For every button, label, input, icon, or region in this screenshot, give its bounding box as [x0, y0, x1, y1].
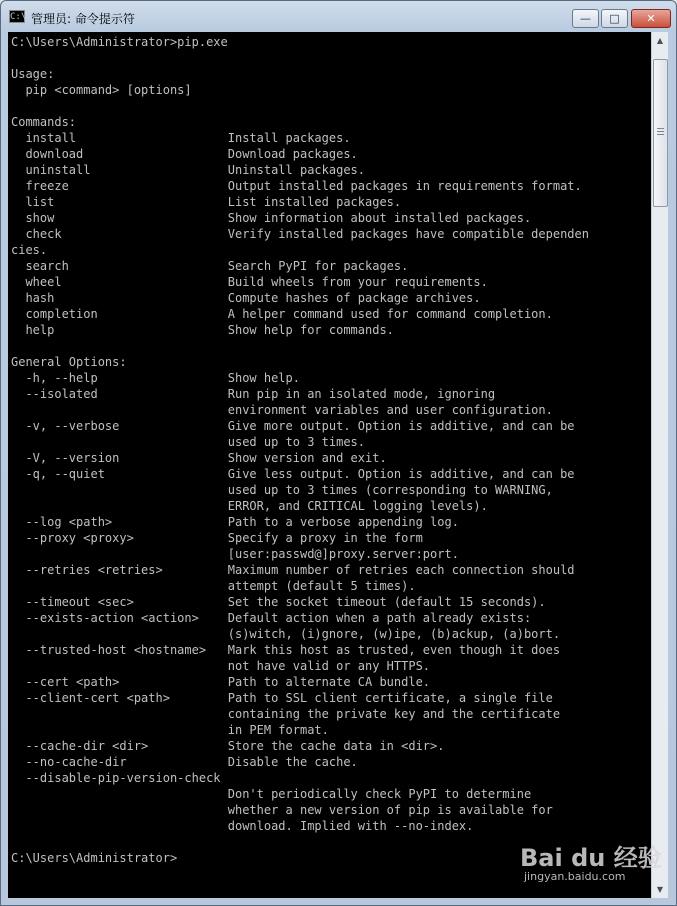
- console-line: pip <command> [options]: [11, 83, 192, 97]
- console-line: attempt (default 5 times).: [11, 579, 416, 593]
- console-line: used up to 3 times (corresponding to WARNING,: [11, 483, 553, 497]
- console-line: C:\Users\Administrator>pip.exe: [11, 35, 228, 49]
- console-line: --timeout <sec> Set the socket timeout (default 15 seconds).: [11, 595, 546, 609]
- close-button[interactable]: ✕: [631, 9, 671, 28]
- scroll-down-arrow-icon[interactable]: ▼: [656, 885, 664, 894]
- console-line: Commands:: [11, 115, 77, 129]
- console-line: --no-cache-dir Disable the cache.: [11, 755, 358, 769]
- watermark-url: jingyan.baidu.com: [524, 870, 626, 883]
- console-line: --trusted-host <hostname> Mark this host as trusted, even though it does: [11, 643, 561, 657]
- console-line: used up to 3 times.: [11, 435, 366, 449]
- console-line: install Install packages.: [11, 131, 351, 145]
- console-line: --disable-pip-version-check: [11, 771, 221, 785]
- minimize-button[interactable]: —: [572, 9, 599, 28]
- title-bar[interactable]: [1, 1, 676, 33]
- console-line: --exists-action <action> Default action when a path already exists:: [11, 611, 532, 625]
- console-line: Usage:: [11, 67, 55, 81]
- console-line: C:\Users\Administrator>: [11, 851, 178, 865]
- console-line: uninstall Uninstall packages.: [11, 163, 366, 177]
- console-line: show Show information about installed packages.: [11, 211, 532, 225]
- console-line: completion A helper command used for command completion.: [11, 307, 553, 321]
- maximize-button[interactable]: □: [601, 9, 628, 28]
- console-line: freeze Output installed packages in requirements format.: [11, 179, 582, 193]
- console-line: --proxy <proxy> Specify a proxy in the form: [11, 531, 423, 545]
- console-line: --client-cert <path> Path to SSL client certificate, a single file: [11, 691, 553, 705]
- console-line: Don't periodically check PyPI to determine: [11, 787, 532, 801]
- console-line: hash Compute hashes of package archives.: [11, 291, 481, 305]
- console-line: -h, --help Show help.: [11, 371, 300, 385]
- console-line: General Options:: [11, 355, 127, 369]
- console-line: --log <path> Path to a verbose appending log.: [11, 515, 459, 529]
- baidu-watermark: [520, 838, 662, 888]
- console-line: list List installed packages.: [11, 195, 402, 209]
- console-line: [user:passwd@]proxy.server:port.: [11, 547, 459, 561]
- console-line: --cert <path> Path to alternate CA bundle.: [11, 675, 431, 689]
- console-line: wheel Build wheels from your requirements.: [11, 275, 488, 289]
- console-line: containing the private key and the certificate: [11, 707, 561, 721]
- watermark-logo: Bai du 经验: [520, 844, 662, 872]
- console-line: -V, --version Show version and exit.: [11, 451, 387, 465]
- vertical-scrollbar[interactable]: [651, 32, 668, 898]
- console-line: download Download packages.: [11, 147, 358, 161]
- console-line: help Show help for commands.: [11, 323, 394, 337]
- cmd-app-icon[interactable]: C:\: [10, 12, 27, 22]
- console-line: download. Implied with --no-index.: [11, 819, 474, 833]
- scroll-up-arrow-icon[interactable]: ▲: [656, 36, 664, 45]
- console-line: --isolated Run pip in an isolated mode, ignoring: [11, 387, 496, 401]
- console-line: -v, --verbose Give more output. Option is additive, and can be: [11, 419, 575, 433]
- console-line: -q, --quiet Give less output. Option is additive, and can be: [11, 467, 575, 481]
- console-line: search Search PyPI for packages.: [11, 259, 409, 273]
- console-line: cies.: [11, 243, 48, 257]
- scrollbar-thumb[interactable]: [653, 59, 668, 207]
- console-output[interactable]: [8, 32, 651, 898]
- console-line: --retries <retries> Maximum number of retries each connection should: [11, 563, 575, 577]
- console-line: (s)witch, (i)gnore, (w)ipe, (b)ackup, (a)bort.: [11, 627, 561, 641]
- console-line: environment variables and user configuration.: [11, 403, 553, 417]
- console-line: check Verify installed packages have compatible dependen: [11, 227, 589, 241]
- console-line: whether a new version of pip is available for: [11, 803, 553, 817]
- console-line: in PEM format.: [11, 723, 329, 737]
- window-title: 管理员: 命令提示符: [31, 12, 135, 26]
- grip-icon: [657, 128, 664, 129]
- console-line: ERROR, and CRITICAL logging levels).: [11, 499, 488, 513]
- console-line: not have valid or any HTTPS.: [11, 659, 431, 673]
- console-line: --cache-dir <dir> Store the cache data in <dir>.: [11, 739, 445, 753]
